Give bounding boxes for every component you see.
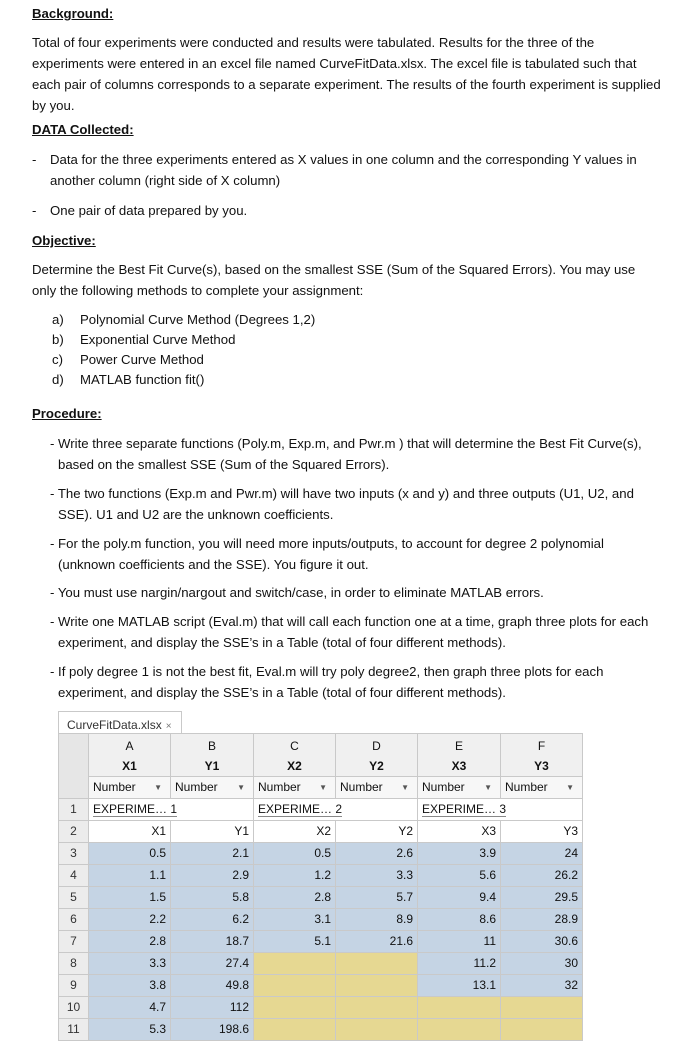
table-cell[interactable]: 2.2 (89, 909, 171, 931)
table-cell[interactable]: 4.7 (89, 997, 171, 1019)
table-row (59, 843, 583, 865)
methods-list (32, 309, 432, 389)
row-number[interactable]: 5 (59, 887, 89, 909)
table-cell[interactable]: 0.5 (254, 843, 336, 865)
column-header[interactable]: A X1 (89, 734, 171, 777)
procedure-item-3: - For the poly.m function, you will need more inputs/outputs, to account for degree 2 polynomial (unknown coefficients and the SSE). You figure it out. (50, 536, 604, 572)
chevron-down-icon: ▼ (237, 783, 245, 792)
table-cell[interactable]: 11 (418, 931, 501, 953)
procedure-item-5: - Write one MATLAB script (Eval.m) that will call each function one at a time, graph three plots for each experiment, and display the SSE’s in a Table (total of four different methods). (50, 614, 649, 650)
column-header[interactable]: D Y2 (336, 734, 418, 777)
table-cell[interactable]: 28.9 (501, 909, 583, 931)
row-number[interactable]: 10 (59, 997, 89, 1019)
table-cell[interactable]: 21.6 (336, 931, 418, 953)
chevron-down-icon: ▼ (566, 783, 574, 792)
column-header[interactable]: C X2 (254, 734, 336, 777)
table-row (59, 953, 583, 975)
row-number[interactable]: 3 (59, 843, 89, 865)
close-icon[interactable]: × (165, 721, 172, 732)
column-type-dropdown[interactable]: Number ▼ (254, 777, 336, 799)
table-cell[interactable]: 112 (171, 997, 254, 1019)
row-number[interactable]: 4 (59, 865, 89, 887)
table-cell[interactable]: 8.6 (418, 909, 501, 931)
table-cell[interactable] (501, 1019, 583, 1041)
table-row (59, 931, 583, 953)
table-cell[interactable]: 3.1 (254, 909, 336, 931)
table-cell[interactable]: 2.8 (89, 931, 171, 953)
table-cell[interactable]: 2.8 (254, 887, 336, 909)
table-cell[interactable] (336, 975, 418, 997)
experiment-label[interactable]: EXPERIME… 1 (89, 799, 254, 821)
chevron-down-icon: ▼ (401, 783, 409, 792)
procedure-item-6: - If poly degree 1 is not the best fit, Eval.m will try poly degree2, then graph three plots for each experiment, and display the SSE’s in a Table (total of four different methods). (50, 664, 604, 700)
table-cell[interactable]: 5.6 (418, 865, 501, 887)
background-text: Total of four experiments were conducted and results were tabulated. Results for the three of the experiments were entered in an excel file named CurveFitData.xlsx. The excel file is tabulated such that each pair of columns corresponds to a separate experiment. The results of the fourth experiment is supplied by you. (32, 35, 661, 113)
chevron-down-icon: ▼ (319, 783, 327, 792)
spreadsheet-table (58, 733, 583, 1041)
table-row (59, 887, 583, 909)
table-cell[interactable]: 0.5 (89, 843, 171, 865)
table-cell[interactable] (254, 975, 336, 997)
table-cell[interactable]: X2 (254, 821, 336, 843)
chevron-down-icon: ▼ (154, 783, 162, 792)
method-item: d) MATLAB function fit() (52, 372, 205, 387)
table-cell[interactable] (501, 997, 583, 1019)
table-cell[interactable]: X1 (89, 821, 171, 843)
table-cell[interactable] (254, 953, 336, 975)
background-heading: Background: (32, 6, 114, 21)
table-cell[interactable]: 3.3 (89, 953, 171, 975)
table-cell[interactable]: 1.5 (89, 887, 171, 909)
table-cell[interactable]: 9.4 (418, 887, 501, 909)
table-cell[interactable]: 24 (501, 843, 583, 865)
method-item: b) Exponential Curve Method (52, 332, 236, 347)
data-rows (59, 843, 583, 1041)
row-number[interactable]: 6 (59, 909, 89, 931)
table-cell[interactable] (418, 997, 501, 1019)
row-number[interactable]: 1 (59, 799, 89, 821)
experiment-label[interactable]: EXPERIME… 2 (254, 799, 418, 821)
column-header[interactable]: B Y1 (171, 734, 254, 777)
table-cell[interactable]: 29.5 (501, 887, 583, 909)
data-item-1: - Data for the three experiments entered as X values in one column and the corresponding Y values in another column (right side of X column) (32, 152, 637, 188)
row-number[interactable]: 11 (59, 1019, 89, 1041)
table-cell[interactable]: X3 (418, 821, 501, 843)
table-cell[interactable]: 5.1 (254, 931, 336, 953)
procedure-item-1: - Write three separate functions (Poly.m, Exp.m, and Pwr.m ) that will determine the Best Fit Curve(s), based on the smallest SSE (Sum of the Squared Errors). (50, 436, 642, 472)
column-type-dropdown[interactable]: Number ▼ (171, 777, 254, 799)
table-cell[interactable]: 1.1 (89, 865, 171, 887)
table-cell[interactable]: Y3 (501, 821, 583, 843)
column-type-dropdown[interactable]: Number ▼ (418, 777, 501, 799)
column-type-dropdown[interactable]: Number ▼ (501, 777, 583, 799)
row-number[interactable]: 2 (59, 821, 89, 843)
table-cell[interactable]: Y1 (171, 821, 254, 843)
table-cell[interactable]: 30 (501, 953, 583, 975)
table-cell[interactable]: 11.2 (418, 953, 501, 975)
table-cell[interactable]: 27.4 (171, 953, 254, 975)
table-cell[interactable]: 5.8 (171, 887, 254, 909)
method-item: c) Power Curve Method (52, 352, 204, 367)
table-cell[interactable] (254, 1019, 336, 1041)
table-row (59, 909, 583, 931)
procedure-item-2: - The two functions (Exp.m and Pwr.m) will have two inputs (x and y) and three outputs (U1, U2, and SSE). U1 and U2 are the unknown coefficients. (50, 486, 634, 522)
table-row (59, 1019, 583, 1041)
table-cell[interactable]: 2.6 (336, 843, 418, 865)
column-header[interactable]: E X3 (418, 734, 501, 777)
data-collected-heading: DATA Collected: (32, 122, 134, 137)
objective-heading: Objective: (32, 233, 96, 248)
table-cell[interactable]: 32 (501, 975, 583, 997)
chevron-down-icon: ▼ (484, 783, 492, 792)
table-cell[interactable]: 3.8 (89, 975, 171, 997)
table-cell[interactable]: 2.9 (171, 865, 254, 887)
table-cell[interactable]: 5.7 (336, 887, 418, 909)
table-cell[interactable]: 1.2 (254, 865, 336, 887)
objective-text: Determine the Best Fit Curve(s), based on the smallest SSE (Sum of the Squared Errors). You may use only the following methods to complete your assignment: (32, 262, 636, 298)
table-cell[interactable]: 3.9 (418, 843, 501, 865)
experiment-label[interactable]: EXPERIME… 3 (418, 799, 583, 821)
table-cell[interactable] (418, 1019, 501, 1041)
table-cell[interactable]: 8.9 (336, 909, 418, 931)
table-cell[interactable]: 2.1 (171, 843, 254, 865)
table-cell[interactable] (336, 953, 418, 975)
table-row (59, 975, 583, 997)
column-type-dropdown[interactable]: Number ▼ (336, 777, 418, 799)
background-section (32, 3, 113, 24)
table-cell[interactable]: 18.7 (171, 931, 254, 953)
table-cell[interactable]: 49.8 (171, 975, 254, 997)
table-cell[interactable]: Y2 (336, 821, 418, 843)
method-item: a) Polynomial Curve Method (Degrees 1,2) (52, 312, 316, 327)
data-item-2: - One pair of data prepared by you. (32, 203, 248, 218)
row-number[interactable]: 8 (59, 953, 89, 975)
corner-cell (59, 734, 89, 799)
table-cell[interactable]: 6.2 (171, 909, 254, 931)
table-cell[interactable]: 26.2 (501, 865, 583, 887)
table-cell[interactable]: 3.3 (336, 865, 418, 887)
row-number[interactable]: 7 (59, 931, 89, 953)
procedure-item-4: - You must use nargin/nargout and switch/case, in order to eliminate MATLAB errors. (50, 585, 544, 600)
file-tab-label: CurveFitData.xlsx (67, 718, 162, 732)
procedure-heading: Procedure: (32, 406, 102, 421)
column-type-dropdown[interactable]: Number ▼ (89, 777, 171, 799)
table-cell[interactable] (336, 997, 418, 1019)
table-cell[interactable] (254, 997, 336, 1019)
row-number[interactable]: 9 (59, 975, 89, 997)
table-cell[interactable]: 198.6 (171, 1019, 254, 1041)
table-row (59, 997, 583, 1019)
table-cell[interactable]: 13.1 (418, 975, 501, 997)
table-row (59, 865, 583, 887)
table-cell[interactable]: 30.6 (501, 931, 583, 953)
table-cell[interactable] (336, 1019, 418, 1041)
column-header[interactable]: F Y3 (501, 734, 583, 777)
table-cell[interactable]: 5.3 (89, 1019, 171, 1041)
file-tab[interactable] (58, 711, 182, 733)
